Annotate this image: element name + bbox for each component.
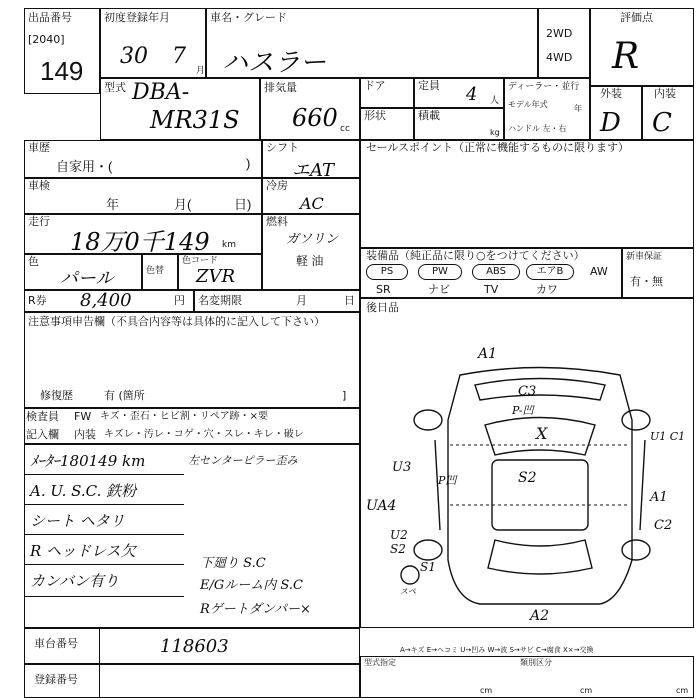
note-left-5: カンバン有り [30,572,119,590]
recycle-label: R券 [28,294,47,307]
mark-p-dent-top: P-凹 [512,404,534,417]
interior-row-label: 内装 [74,428,96,441]
ac-label: 冷房 [266,179,288,192]
lot-number: 149 [40,56,84,86]
lot-label: 出品番号 [28,11,72,24]
mark-u1-c1: U1 C1 [650,430,686,443]
mileage-label: 走行 [28,215,50,228]
repair-close: ] [342,389,347,402]
inspection-year: 年 [106,197,120,212]
disp-label: 排気量 [264,81,297,94]
equip-sr: SR [376,283,391,296]
equip-ps: PS [366,264,408,280]
repair-label: 修復歴 [40,389,73,402]
repair-value: 有 (箇所 [104,389,145,402]
lot-code: [2040] [28,33,65,46]
writer-label: 記入欄 [26,428,59,441]
mark-u2: U2 [390,528,408,542]
first-reg-year: 30 [120,44,148,69]
grade-label: 評価点 [620,11,653,24]
capacity-value: 4 [466,84,478,105]
recycle-value: 8,400 [80,290,132,311]
drive-2wd: 2WD [546,27,573,40]
shape-label: 形状 [364,109,386,122]
sales-point-label: セールスポイント（正常に機能するものに限ります） [366,141,630,154]
inspection-label: 車検 [28,179,50,192]
fuel-alt: 軽 油 [296,254,324,268]
equip-navi: ナビ [428,283,450,296]
cm-3: cm [676,686,689,695]
name-change-label: 名変期限 [198,294,242,307]
shift-value: エAT [292,160,335,181]
note-left-3: シート ヘタリ [30,512,125,530]
back-seat-label: 後日品 [366,301,399,314]
mark-u3: U3 [392,460,412,475]
disp-unit: cc [340,124,350,134]
handle-label: ハンドル 左・右 [508,124,567,133]
fuel-value: ガソリン [286,232,339,247]
fw-label: FW [74,410,92,423]
first-reg-label: 初度登録年月 [104,11,170,24]
shift-label: シフト [266,141,299,154]
size-label-1: 型式指定 [364,658,396,667]
equip-pw: PW [418,264,462,280]
inspection-day: 日) [234,197,252,212]
first-reg-month: 7 [172,44,186,69]
cm-1: cm [480,686,493,695]
capacity-unit: 人 [490,96,500,106]
first-reg-unit: 月 [196,66,206,76]
note-right-4: Rゲートダンパー× [200,602,311,617]
load-label: 積載 [418,109,440,122]
new-warranty-label: 新車保証 [626,252,663,262]
drive-4wd: 4WD [546,51,573,64]
car-name-label: 車名・グレード [210,11,287,24]
mark-x: X [536,424,548,443]
inspector-label: 検査員 [26,410,59,423]
notes-label: 注意事項申告欄（不具合内容等は具体的に記入して下さい） [28,315,325,328]
interior-label: 内装 [654,87,676,100]
name-change-day: 日 [344,294,355,307]
mark-s1: S1 [420,560,436,574]
mark-spare: スペ [400,587,416,596]
model-prefix: DBA- [132,80,190,105]
mileage-unit: km [222,240,236,250]
equip-label: 装備品（純正品に限り○をつけてください） [366,249,585,262]
color-label: 色 [28,255,39,268]
history-value: 自家用・( [56,159,113,174]
note-right-3: E/Gルーム内 S.C [200,578,303,593]
legend: A→キズ E→ヘコミ U→凹み W→波 S→サビ C→腐食 X×→交換 [400,646,594,654]
cm-2: cm [580,686,593,695]
exterior-value: D [600,108,621,138]
equip-abs: ABS [472,264,520,280]
inspection-month: 月( [174,197,192,212]
chassis-label: 車台番号 [34,637,78,650]
dealer-label: ディーラー・並行 [508,82,580,92]
mark-p-dent-side: P凹 [438,474,457,487]
note-right-1: 左センターピラー歪み [188,454,298,467]
exterior-label: 外装 [600,87,622,100]
mileage-value: 18万0千149 [70,228,210,256]
door-label: ドア [364,79,386,92]
mark-s2-left: S2 [390,542,406,556]
interior-items: キズレ・汚レ・コゲ・穴・スレ・キレ・破レ [104,429,304,440]
note-left-2: A. U. S.C. 鉄粉 [30,482,137,500]
year-unit: 年 [574,104,582,113]
mark-s2-center: S2 [518,470,537,486]
mark-c2: C2 [654,518,673,533]
capacity-label: 定員 [418,79,440,92]
grade-value: R [612,36,640,77]
disp-value: 660 [292,104,338,132]
car-name-value: ハスラー [222,48,327,78]
equip-airbag: エアB [526,264,574,280]
mark-ua4: UA4 [366,498,397,514]
mark-a2: A2 [530,608,550,624]
fuel-label: 燃料 [266,215,288,228]
note-left-4: R ヘッドレス欠 [30,542,136,560]
note-left-1: ﾒｰﾀｰ180149 km [30,452,146,470]
equip-leather: カワ [536,283,558,296]
reg-label: 登録番号 [34,673,78,686]
color-value: パール [60,268,114,289]
model-code: MR31S [150,106,240,134]
history-label: 車歴 [28,141,50,154]
mark-a1-top: A1 [478,346,498,362]
size-label-2: 類別区分 [520,658,552,667]
equip-tv: TV [484,283,499,296]
recycle-unit: 円 [174,294,185,307]
interior-value: C [652,108,672,138]
model-label: 型式 [104,81,126,94]
color-code-value: ZVR [196,266,236,287]
chassis-value: 118603 [160,636,229,657]
fw-items: キズ・歪石・ヒビ割・リペア跡・×要 [100,411,268,422]
load-unit: kg [490,128,500,137]
name-change-month: 月 [296,294,307,307]
ac-value: AC [300,194,324,213]
color-change-label: 色替 [146,266,165,276]
note-right-2: 下廻り S.C [200,556,266,571]
mark-a1-right: A1 [650,490,668,505]
color-code-label: 色コード [182,256,219,266]
mark-c3: C3 [518,384,537,399]
history-close: ) [246,156,251,171]
equip-aw: AW [590,265,608,278]
new-warranty-value: 有・無 [630,275,663,288]
model-year-label: モデル年式 [508,100,548,109]
